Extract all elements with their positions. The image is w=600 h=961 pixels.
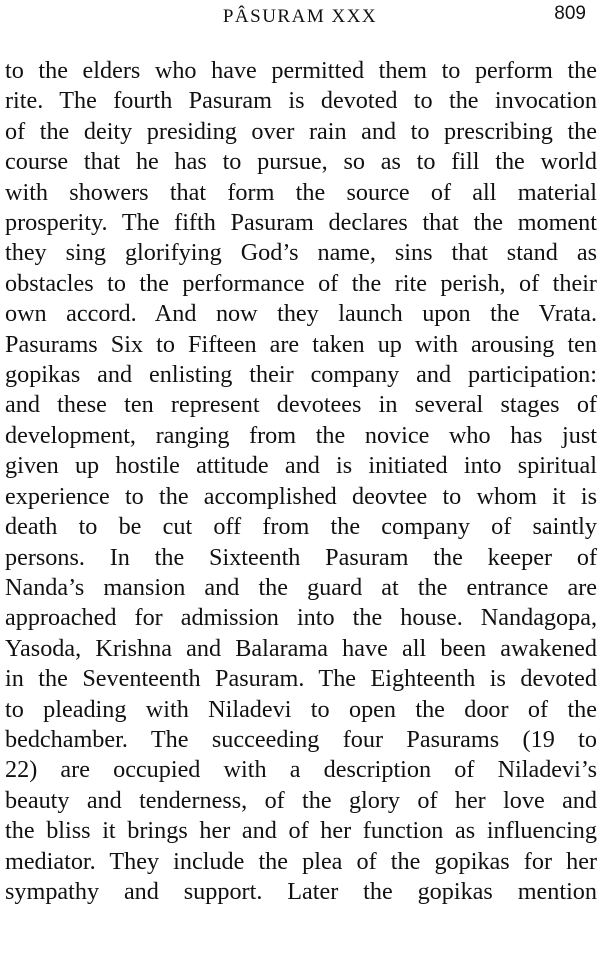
text-line: death to be cut off from the company of saintly	[5, 513, 597, 541]
page-number: 809	[554, 3, 586, 24]
text-line: obstacles to the performance of the rite perish, of their	[5, 269, 597, 297]
text-line: gopikas and enlisting their company and participation:	[5, 361, 597, 389]
text-line: to pleading with Niladevi to open the door of the	[5, 695, 597, 723]
text-line: Yasoda, Krishna and Balarama have all been awakened	[5, 634, 597, 662]
text-line: rite. The fourth Pasuram is devoted to the invocation	[5, 87, 597, 115]
text-line: they sing glorifying God’s name, sins that stand as	[5, 239, 597, 267]
text-line: the bliss it brings her and of her function as influencing	[5, 817, 597, 845]
text-line: prosperity. The fifth Pasuram declares that the moment	[5, 209, 597, 237]
text-line: course that he has to pursue, so as to fill the world	[5, 148, 597, 176]
text-line: beauty and tenderness, of the glory of her love and	[5, 786, 597, 814]
text-line: bedchamber. The succeeding four Pasurams (19 to	[5, 725, 597, 753]
text-line: development, ranging from the novice who has just	[5, 421, 597, 449]
text-line: and these ten represent devotees in several stages of	[5, 391, 597, 419]
text-line: sympathy and support. Later the gopikas mention	[5, 877, 597, 905]
text-line: of the deity presiding over rain and to prescribing the	[5, 117, 597, 145]
text-line: in the Seventeenth Pasuram. The Eighteenth is devoted	[5, 665, 597, 693]
text-line: mediator. They include the plea of the gopikas for her	[5, 847, 597, 875]
text-line: persons. In the Sixteenth Pasuram the keeper of	[5, 543, 597, 571]
text-line: Nanda’s mansion and the guard at the entrance are	[5, 573, 597, 601]
text-line: to the elders who have permitted them to perform the	[5, 57, 597, 84]
running-header-title: PÂSURAM XXX	[222, 6, 378, 27]
text-line: own accord. And now they launch upon the Vrata.	[5, 300, 597, 328]
text-line: approached for admission into the house. Nandagopa,	[5, 604, 597, 632]
body-paragraph	[5, 56, 597, 907]
text-line: given up hostile attitude and is initiated into spiritual	[5, 452, 597, 480]
text-line: Pasurams Six to Fifteen are taken up with arousing ten	[5, 330, 597, 358]
text-line: experience to the accomplished deovtee to whom it is	[5, 482, 597, 510]
text-line: with showers that form the source of all material	[5, 178, 597, 206]
text-line: 22) are occupied with a description of Niladevi’s	[5, 756, 597, 784]
